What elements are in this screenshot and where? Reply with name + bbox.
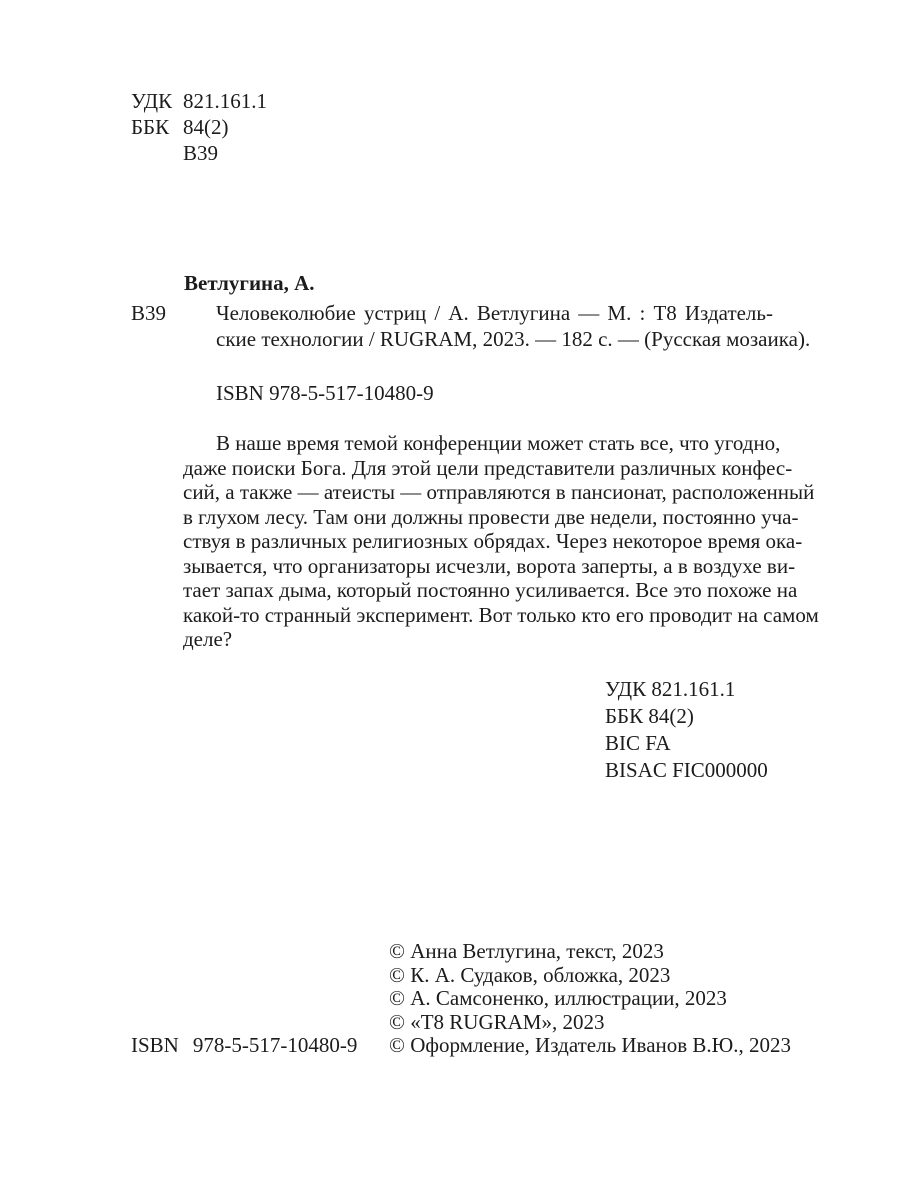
author-heading: Ветлугина, А. — [184, 271, 315, 295]
abstract-line: В наше время темой конференции может стать все, что угодно, — [216, 431, 781, 455]
abstract-line: в глухом лесу. Там они должны провести две недели, постоянно уча- — [183, 504, 799, 529]
bbk-row — [131, 115, 229, 140]
copyright-line: © Анна Ветлугина, текст, 2023 — [389, 939, 664, 963]
abstract-line: тает запах дыма, который постоянно усиливается. Все это похоже на — [183, 578, 798, 602]
copyright-block — [389, 939, 791, 1057]
isbn-record: ISBN 978-5-517-10480-9 — [216, 381, 434, 405]
copyright-line: © Оформление, Издатель Иванов В.Ю., 2023 — [389, 1033, 792, 1057]
udk-value: 821.161.1 — [183, 89, 267, 113]
abstract-line: ствуя в различных религиозных обрядах. Через некоторое время ока- — [183, 529, 803, 553]
udk-label: УДК — [131, 89, 173, 113]
bic-code: BIC FA — [605, 731, 671, 755]
abstract-line: зывается, что организаторы исчезли, ворота заперты, а в воздухе ви- — [183, 553, 796, 578]
abstract — [183, 431, 819, 652]
author-mark: В39 — [183, 141, 219, 165]
udk-row — [131, 89, 267, 114]
bbk-label: ББК — [131, 115, 170, 139]
bisac-code: BISAC FIC000000 — [605, 758, 768, 782]
bib-line-2: ские технологии / RUGRAM, 2023. — 182 с. — (Русская мозаика). — [216, 327, 811, 351]
abstract-line: деле? — [183, 627, 233, 651]
bib-author-code: В39 — [131, 301, 167, 325]
isbn-value: 978-5-517-10480-9 — [192, 1033, 358, 1057]
udk-code: УДК 821.161.1 — [605, 677, 736, 701]
copyright-line: © К. А. Судаков, обложка, 2023 — [389, 962, 671, 987]
abstract-line: даже поиски Бога. Для этой цели представители различных конфес- — [183, 455, 793, 480]
author-mark-row — [131, 141, 218, 166]
isbn-label: ISBN — [131, 1033, 179, 1057]
abstract-line: какой-то странный эксперимент. Вот только кто его проводит на самом — [183, 602, 819, 627]
bbk-code: ББК 84(2) — [605, 704, 694, 728]
classification-right — [605, 677, 768, 785]
abstract-line: сий, а также — атеисты — отправляются в пансионат, расположенный — [183, 480, 815, 504]
bbk-value: 84(2) — [183, 115, 229, 139]
isbn-bottom — [131, 1033, 357, 1058]
copyright-line: © А. Самсоненко, иллюстрации, 2023 — [389, 986, 727, 1010]
bib-line-1: Человеколюбие устриц / А. Ветлугина — М. : Т8 Издатель- — [216, 301, 773, 325]
copyright-line: © «Т8 RUGRAM», 2023 — [389, 1009, 605, 1034]
